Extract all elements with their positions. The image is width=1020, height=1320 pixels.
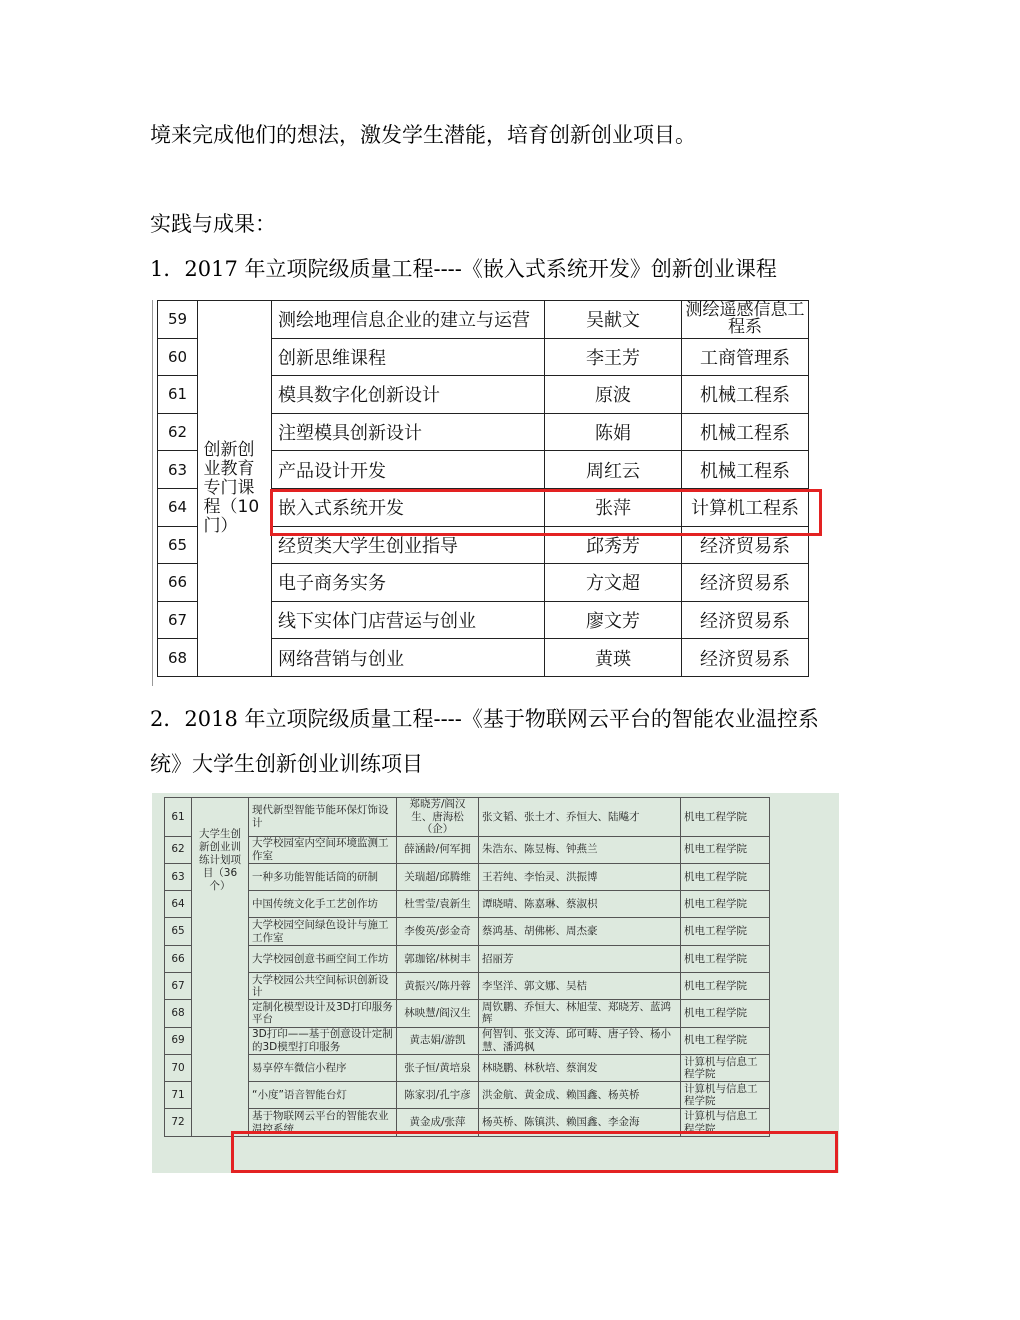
college: 机电工程学院 <box>681 891 770 918</box>
project-table <box>164 797 770 1137</box>
project-name: 易享停车微信小程序 <box>249 1054 397 1081</box>
teacher-name: 陈娟 <box>545 413 682 451</box>
department-label: 测绘遥感信息工程系 <box>685 300 805 338</box>
row-number: 60 <box>158 338 198 376</box>
project-members: 李坚洋、郭文娜、吴桔 <box>479 972 681 999</box>
row-number: 70 <box>165 1054 192 1081</box>
department <box>682 451 809 489</box>
project-leaders: 郭珈铭/林树丰 <box>397 945 479 972</box>
project-name: 中国传统文化手工艺创作坊 <box>249 891 397 918</box>
teacher-name: 张萍 <box>545 488 682 526</box>
college: 机电工程学院 <box>681 798 770 837</box>
project-members: 何智钊、张文涛、邱可畴、唐子铃、杨小慧、潘鸿枫 <box>479 1027 681 1054</box>
department-label: 经济贸易系 <box>700 535 790 557</box>
college: 计算机与信息工程学院 <box>681 1109 770 1136</box>
row-number: 67 <box>158 601 198 639</box>
department <box>682 301 809 339</box>
department-label: 机械工程系 <box>700 460 790 482</box>
teacher-name: 吴献文 <box>545 301 682 339</box>
course-name: 模具数字化创新设计 <box>272 376 545 414</box>
teacher-name: 黄瑛 <box>545 639 682 677</box>
category-label: 创新创业教育专门课程（10门） <box>203 439 260 536</box>
project-members: 张文韬、张土才、乔恒大、陆飚才 <box>479 798 681 837</box>
category-cell <box>192 798 249 1137</box>
project-members: 谭晓晴、陈嘉琳、蔡淑枳 <box>479 891 681 918</box>
row-number: 67 <box>165 972 192 999</box>
college: 计算机与信息工程学院 <box>681 1054 770 1081</box>
course-name: 电子商务实务 <box>272 564 545 602</box>
project-leaders: 杜雪莹/袁新生 <box>397 891 479 918</box>
department-label: 工商管理系 <box>700 347 790 369</box>
project-name: 定制化模型设计及3D打印服务平台 <box>249 1000 397 1027</box>
project-members: 洪金航、黄金成、赖国鑫、杨英桥 <box>479 1082 681 1109</box>
project-leaders: 关瑞超/邱腾维 <box>397 863 479 890</box>
row-number: 63 <box>158 451 198 489</box>
item-1-text: 1．2017 年立项院级质量工程----《嵌入式系统开发》创新创业课程 <box>150 257 777 281</box>
college: 计算机与信息工程学院 <box>681 1082 770 1109</box>
course-name: 注塑模具创新设计 <box>272 413 545 451</box>
project-leaders: 郑晓芳/阎汉生、唐海松（企） <box>397 798 479 837</box>
college: 机电工程学院 <box>681 918 770 945</box>
project-name: 3D打印——基于创意设计定制的3D模型打印服务 <box>249 1027 397 1054</box>
teacher-name: 方文超 <box>545 564 682 602</box>
row-number: 66 <box>165 945 192 972</box>
college: 机电工程学院 <box>681 972 770 999</box>
course-name: 嵌入式系统开发 <box>272 488 545 526</box>
course-name: 线下实体门店营运与创业 <box>272 601 545 639</box>
table-row <box>165 891 770 918</box>
row-number: 72 <box>165 1109 192 1136</box>
department <box>682 639 809 677</box>
row-number: 61 <box>165 798 192 837</box>
row-number: 71 <box>165 1082 192 1109</box>
department <box>682 601 809 639</box>
table-row <box>165 1054 770 1081</box>
college: 机电工程学院 <box>681 945 770 972</box>
row-number: 64 <box>165 891 192 918</box>
project-name: 现代新型智能节能环保灯饰设计 <box>249 798 397 837</box>
project-name: 一种多功能智能话筒的研制 <box>249 863 397 890</box>
project-name: 大学校园空间绿色设计与施工工作室 <box>249 918 397 945</box>
course-name: 产品设计开发 <box>272 451 545 489</box>
department-label: 机械工程系 <box>700 385 790 407</box>
practice-results-heading: 实践与成果： <box>150 212 276 236</box>
project-members: 朱浩东、陈昱梅、钟燕兰 <box>479 836 681 863</box>
project-leaders: 黄志娟/游凯 <box>397 1027 479 1054</box>
course-name: 网络营销与创业 <box>272 639 545 677</box>
project-members: 蔡鸿基、胡佛彬、周杰豪 <box>479 918 681 945</box>
project-name: 基于物联网云平台的智能农业温控系统 <box>249 1109 397 1136</box>
project-leaders: 张子恒/黄培泉 <box>397 1054 479 1081</box>
row-number: 64 <box>158 488 198 526</box>
item-2-text-line1: 2．2018 年立项院级质量工程----《基于物联网云平台的智能农业温控系 <box>150 707 819 731</box>
paragraph-continuation: 境来完成他们的想法，激发学生潜能，培育创新创业项目。 <box>150 123 696 147</box>
item-2-text-line2: 统》大学生创新创业训练项目 <box>150 752 423 776</box>
project-leaders: 黄金成/张萍 <box>397 1109 479 1136</box>
project-leaders: 李俊英/彭金奇 <box>397 918 479 945</box>
row-number: 61 <box>158 376 198 414</box>
category-label: 大学生创新创业训练计划项目（36个） <box>199 828 241 892</box>
row-number: 59 <box>158 301 198 339</box>
teacher-name: 邱秀芳 <box>545 526 682 564</box>
row-number: 66 <box>158 564 198 602</box>
table-row <box>158 301 809 339</box>
table-row <box>165 798 770 837</box>
table-row <box>165 1027 770 1054</box>
table-left-border <box>152 300 153 686</box>
project-name: “小度”语音智能台灯 <box>249 1082 397 1109</box>
table-row <box>165 1082 770 1109</box>
department-label: 经济贸易系 <box>700 611 790 633</box>
table-row <box>165 836 770 863</box>
table-row <box>165 918 770 945</box>
department <box>682 413 809 451</box>
row-number: 69 <box>165 1027 192 1054</box>
college: 机电工程学院 <box>681 836 770 863</box>
row-number: 68 <box>158 639 198 677</box>
category-cell <box>198 301 272 677</box>
row-number: 65 <box>158 526 198 564</box>
project-members: 周钦鹏、乔恒大、林旭莹、郑晓芳、蓝鸿辉 <box>479 1000 681 1027</box>
highlight-box-course <box>270 489 822 536</box>
college: 机电工程学院 <box>681 1027 770 1054</box>
project-members: 王若纯、李怡灵、洪振博 <box>479 863 681 890</box>
department-label: 经济贸易系 <box>700 573 790 595</box>
project-leaders: 林映慧/阎汉生 <box>397 1000 479 1027</box>
course-name: 测绘地理信息企业的建立与运营 <box>272 301 545 339</box>
department-label: 经济贸易系 <box>700 648 790 670</box>
table-row <box>165 945 770 972</box>
project-name: 大学校园公共空间标识创新设计 <box>249 972 397 999</box>
row-number: 65 <box>165 918 192 945</box>
project-members: 林晓鹏、林秋培、蔡润发 <box>479 1054 681 1081</box>
project-leaders: 黄振兴/陈丹蓉 <box>397 972 479 999</box>
project-name: 大学校园室内空间环境监测工作室 <box>249 836 397 863</box>
project-members: 杨英桥、陈镇洪、赖国鑫、李金海 <box>479 1109 681 1136</box>
department <box>682 338 809 376</box>
row-number: 63 <box>165 863 192 890</box>
row-number: 62 <box>158 413 198 451</box>
department-label: 计算机工程系 <box>691 498 799 520</box>
teacher-name: 李王芳 <box>545 338 682 376</box>
college: 机电工程学院 <box>681 863 770 890</box>
department <box>682 376 809 414</box>
project-members: 招丽芳 <box>479 945 681 972</box>
project-leaders: 陈家羽/孔宇彦 <box>397 1082 479 1109</box>
department <box>682 564 809 602</box>
table-row <box>165 863 770 890</box>
course-name: 经贸类大学生创业指导 <box>272 526 545 564</box>
row-number: 62 <box>165 836 192 863</box>
teacher-name: 廖文芳 <box>545 601 682 639</box>
row-number: 68 <box>165 1000 192 1027</box>
project-table-image <box>152 793 839 1173</box>
department-label: 机械工程系 <box>700 423 790 445</box>
college: 机电工程学院 <box>681 1000 770 1027</box>
teacher-name: 原波 <box>545 376 682 414</box>
table-row <box>165 1000 770 1027</box>
table-row <box>165 972 770 999</box>
project-leaders: 薛涵龄/何军拥 <box>397 836 479 863</box>
course-name: 创新思维课程 <box>272 338 545 376</box>
highlight-box-project <box>231 1131 838 1173</box>
teacher-name: 周红云 <box>545 451 682 489</box>
project-name: 大学校园创意书画空间工作坊 <box>249 945 397 972</box>
